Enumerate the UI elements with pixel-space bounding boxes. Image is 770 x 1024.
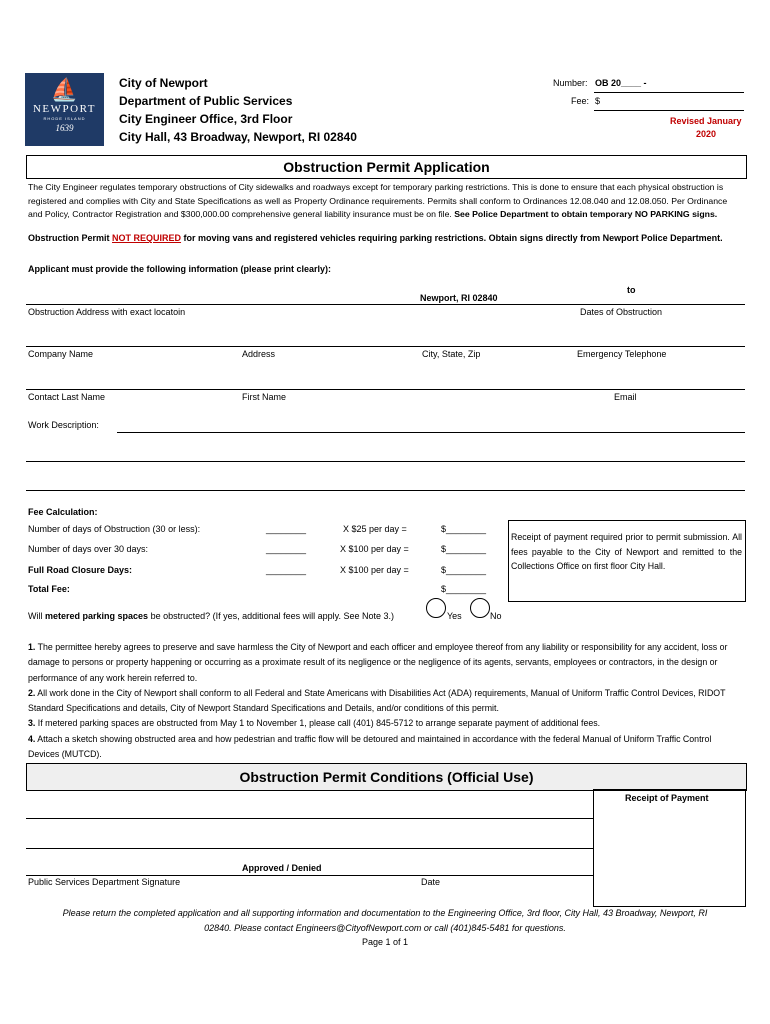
fee-row1-amount[interactable]: $________ (441, 524, 487, 534)
fee-row1-label: Number of days of Obstruction (30 or less): (28, 524, 201, 534)
revised-date-line1: Revised January (670, 116, 742, 126)
address-row-line[interactable] (26, 304, 745, 305)
intro-line2: registered and complies with City and State Specifications as well as Property Ordinance requirements. Permits shall conform to Ordinances 12.08.040 and 12.08.050. Per Ordinance (28, 195, 728, 206)
total-fee-label: Total Fee: (28, 584, 70, 594)
note-2 (28, 686, 744, 717)
fee-row2-rate: X $100 per day = (340, 544, 409, 554)
email-label: Email (614, 392, 637, 402)
fee-row3-label: Full Road Closure Days: (28, 565, 133, 575)
signature-label: Public Services Department Signature (28, 877, 181, 887)
metered-no-label: No (490, 611, 502, 621)
note-4 (28, 732, 744, 763)
note-4-num: 4. (28, 733, 36, 744)
logo-year: 1639 (55, 123, 74, 133)
contact-row-line[interactable] (26, 389, 745, 390)
fee-row1-rate: X $25 per day = (343, 524, 407, 534)
ship-icon: ⛵ (50, 77, 79, 102)
date-label: Date (421, 877, 441, 887)
fee-label: Fee: (571, 96, 590, 106)
number-line (594, 92, 744, 93)
total-fee-amount[interactable]: $________ (441, 584, 487, 594)
revised-date-line2: 2020 (696, 129, 717, 139)
receipt-of-payment-label: Receipt of Payment (625, 793, 709, 803)
logo-name: NEWPORT (32, 103, 96, 115)
metered-c: be obstructed? (If yes, additional fees will apply. See Note 3.) (148, 611, 395, 621)
note-1-num: 1. (28, 642, 36, 652)
fee-row2-days[interactable]: ________ (266, 544, 307, 554)
notice-a: Obstruction Permit (28, 233, 113, 243)
notice-line (28, 233, 723, 243)
receipt-of-payment-box[interactable] (593, 789, 746, 907)
metered-question (28, 611, 394, 621)
contact-last-label: Contact Last Name (28, 392, 106, 402)
metered-yes-radio[interactable] (426, 598, 446, 618)
approved-denied-label[interactable]: Approved / Denied (242, 863, 322, 873)
first-name-label: First Name (242, 392, 287, 402)
emergency-phone-label: Emergency Telephone (577, 349, 667, 359)
header-department: Department of Public Services (119, 94, 293, 108)
footer-line2: 02840. Please contact Engineers@CityofNewport.com or call (401)845-5481 for questions. (204, 923, 566, 933)
header-address: City Hall, 43 Broadway, Newport, RI 02840 (119, 130, 357, 144)
conditions-line2[interactable] (26, 848, 593, 849)
intro-parking-note: See Police Department to obtain temporary NO PARKING signs. (454, 209, 718, 219)
footer-line1: Please return the completed application and all supporting information and documentation to the Engineering Office, 3rd floor, City Hall, 43 Broadway, Newport, RI (62, 908, 708, 918)
conditions-title: Obstruction Permit Conditions (Official Use) (26, 763, 747, 791)
metered-yes-label: Yes (447, 611, 462, 621)
fee-row3-days[interactable]: ________ (266, 565, 307, 575)
note-3 (28, 716, 744, 731)
note-1-text: The permittee hereby agrees to preserve and save harmless the City of Newport and each officer and employee thereof from any liability or responsibility for any accident, loss or damage to persons or property happening or occurring as a proximate result of its negligence or the negligence of its agents, servants, employees or contractors, in the design or performance of any work herein referred to. (28, 642, 728, 683)
number-label: Number: (553, 78, 588, 88)
fee-line (594, 110, 744, 111)
notes-list (28, 640, 744, 762)
conditions-line1[interactable] (26, 818, 593, 819)
receipt-note: Receipt of payment required prior to permit submission. All fees payable to the City of Newport and remitted to the Collections Office on first floor City Hall. (511, 532, 742, 571)
header-office: City Engineer Office, 3rd Floor (119, 112, 293, 126)
fee-value[interactable]: $ (595, 96, 601, 106)
form-title: Obstruction Permit Application (26, 155, 747, 179)
intro-line1: The City Engineer regulates temporary obstructions of City sidewalks and roadways except for temporary parking restrictions. This is done to ensure that each physical obstruction is (28, 182, 724, 192)
notice-not-required: NOT REQUIRED (112, 233, 182, 243)
note-1 (28, 640, 744, 686)
applicant-heading: Applicant must provide the following information (please print clearly): (28, 264, 332, 274)
metered-b: metered parking spaces (45, 611, 149, 621)
header-block (119, 74, 357, 146)
work-description-label: Work Description: (28, 420, 99, 430)
logo-subtitle: RHODE ISLAND (43, 116, 86, 121)
note-2-text: All work done in the City of Newport shall conform to all Federal and State Americans with Disabilities Act (ADA) requirements, Manual of Uniform Traffic Control Devices, RIDOT Standard Specifications and details, City of Newport Standard Specifications and Details, and/or conditions of this permit. (28, 687, 726, 714)
city-logo (25, 73, 104, 146)
company-label: Company Name (28, 349, 94, 359)
fee-row1-days[interactable]: ________ (266, 524, 307, 534)
intro-line3: and Policy, Contractor Registration and $300,000.00 comprehensive general liability insurance must be on file. (28, 209, 455, 219)
metered-a: Will (28, 611, 45, 621)
notice-c: for moving vans and registered vehicles requiring parking restrictions. Obtain signs directly from Newport Police Department. (181, 233, 723, 243)
company-row-line[interactable] (26, 346, 745, 347)
work-description-line3[interactable] (26, 490, 745, 491)
fee-row3-rate: X $100 per day = (340, 565, 409, 575)
dates-label: Dates of Obstruction (580, 307, 663, 317)
signature-line[interactable] (26, 875, 593, 876)
page-number: Page 1 of 1 (361, 937, 409, 947)
note-3-num: 3. (28, 718, 36, 729)
city-prefill: Newport, RI 02840 (420, 293, 498, 303)
work-description-line1[interactable] (117, 432, 745, 433)
fee-heading: Fee Calculation: (28, 507, 98, 517)
work-description-line2[interactable] (26, 461, 745, 462)
number-value[interactable]: OB 20____ - (595, 78, 647, 88)
note-3-text: If metered parking spaces are obstructed from May 1 to November 1, please call (401) 845-5712 to arrange separate payment of additional fees. (35, 718, 601, 729)
fee-row2-amount[interactable]: $________ (441, 544, 487, 554)
fee-row2-label: Number of days over 30 days: (28, 544, 149, 554)
obstruction-address-label: Obstruction Address with exact locatoin (28, 307, 186, 317)
address-label: Address (242, 349, 276, 359)
metered-no-radio[interactable] (470, 598, 490, 618)
fee-row3-amount[interactable]: $________ (441, 565, 487, 575)
note-4-text: Attach a sketch showing obstructed area and how pedestrian and traffic flow will be detoured and maintained in accordance with the federal Manual of Uniform Traffic Control Devices (MUTCD). (28, 733, 712, 760)
city-state-zip-label: City, State, Zip (422, 349, 481, 359)
to-label: to (627, 285, 636, 295)
footer-instructions (30, 906, 740, 936)
header-city: City of Newport (119, 76, 208, 90)
note-2-num: 2. (28, 687, 36, 698)
intro-paragraph (28, 181, 744, 222)
